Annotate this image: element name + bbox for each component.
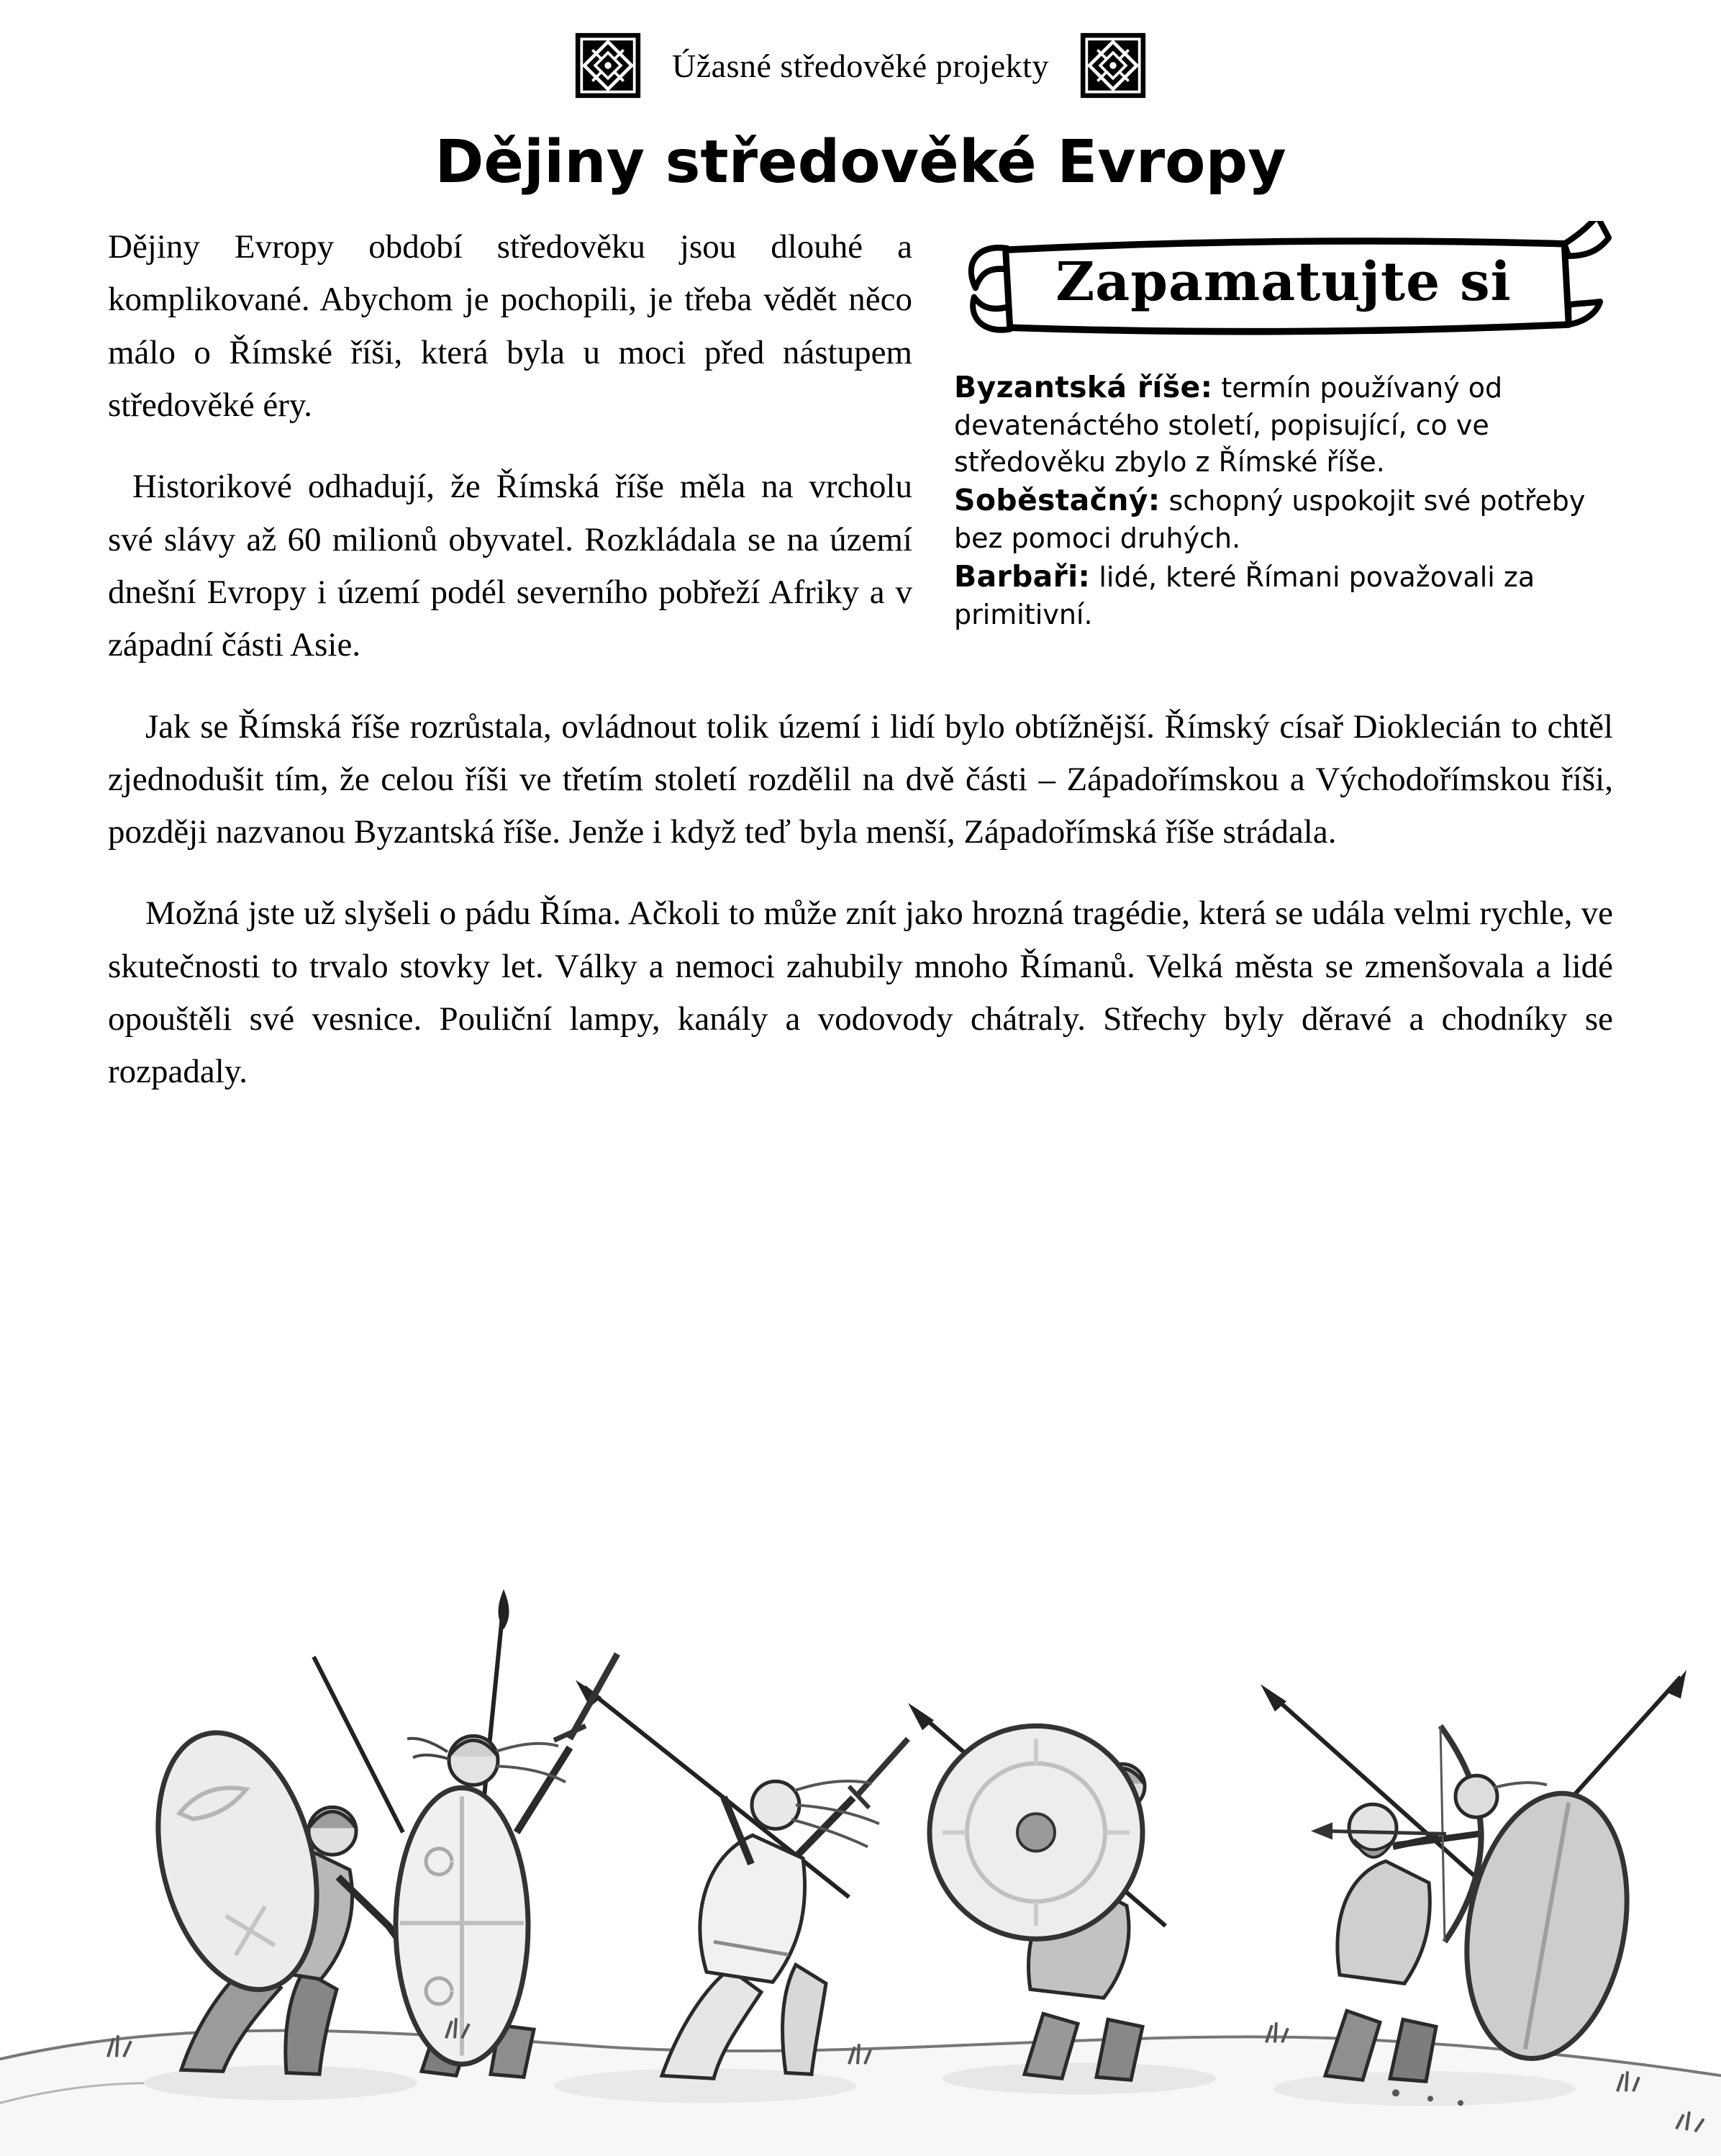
sidebar-banner-title: Zapamatujte si bbox=[1055, 250, 1512, 313]
page-title: Dějiny středověké Evropy bbox=[435, 128, 1286, 196]
glossary-list bbox=[954, 368, 1613, 633]
celtic-knot-ornament-icon bbox=[1079, 32, 1147, 99]
book-series-title: Úžasné středověké projekty bbox=[672, 47, 1049, 84]
intro-section bbox=[108, 221, 1613, 701]
intro-paragraph-2: Historikové odhadují, že Římská říše měla na vrcholu své slávy až 60 milionů obyvatel. Rozkládala se na území dnešní Evropy i území podél severního pobřeží Afriky a v západní části Asie. bbox=[108, 468, 912, 664]
term-definition: termín používaný od devatenáctého století, popisující, co ve středověku zbylo z Římské říše. bbox=[954, 372, 1503, 478]
body-paragraph-1: Jak se Římská říše rozrůstala, ovládnout tolik území i lidí bylo obtížnější. Římský císař Dioklecián to chtěl zjednodušit tím, že celou říši ve třetím století rozdělil na dvě části – Západořímskou a Východořímskou říši, později nazvanou Byzantská říše. Jenže i když teď byla menší, Západořímská říše strádala. bbox=[108, 707, 1613, 851]
term-definition: schopný uspokojit své potřeby bez pomoci druhých. bbox=[954, 484, 1586, 554]
celtic-knot-ornament-icon bbox=[574, 32, 642, 99]
term-definition: lidé, které Římani považovali za primitivní. bbox=[954, 561, 1535, 630]
remember-sidebar bbox=[954, 221, 1613, 633]
glossary-term-byzantska-rise bbox=[954, 368, 1613, 481]
intro-column bbox=[108, 221, 912, 701]
scroll-banner bbox=[954, 221, 1613, 350]
glossary-term-sobestacny bbox=[954, 481, 1613, 557]
term-label: Barbaři: bbox=[954, 558, 1091, 594]
term-label: Soběstačný: bbox=[954, 482, 1161, 517]
body-paragraph-2: Možná jste už slyšeli o pádu Říma. Ačkoli to může znít jako hrozná tragédie, která se udála velmi rychle, ve skutečnosti to trvalo stovky let. Války a nemoci zahubily mnoho Římanů. Velká města se zmenšovala a lidé opouštěli své vesnice. Pouliční lampy, kanály a vodovody chátraly. Střechy byly děravé a chodníky se rozpadaly. bbox=[108, 894, 1613, 1091]
term-label: Byzantská říše: bbox=[954, 370, 1213, 404]
warriors-illustration bbox=[0, 1135, 1721, 2156]
warriors-illustration-graphic bbox=[0, 1135, 1721, 2156]
intro-paragraph-1: Dějiny Evropy období středověku jsou dlouhé a komplikované. Abychom je pochopili, je třeba vědět něco málo o Římské říši, která byla u moci před nástupem středověké éry. bbox=[108, 228, 912, 424]
glossary-term-barbari bbox=[954, 557, 1613, 633]
page-header bbox=[108, 32, 1613, 99]
